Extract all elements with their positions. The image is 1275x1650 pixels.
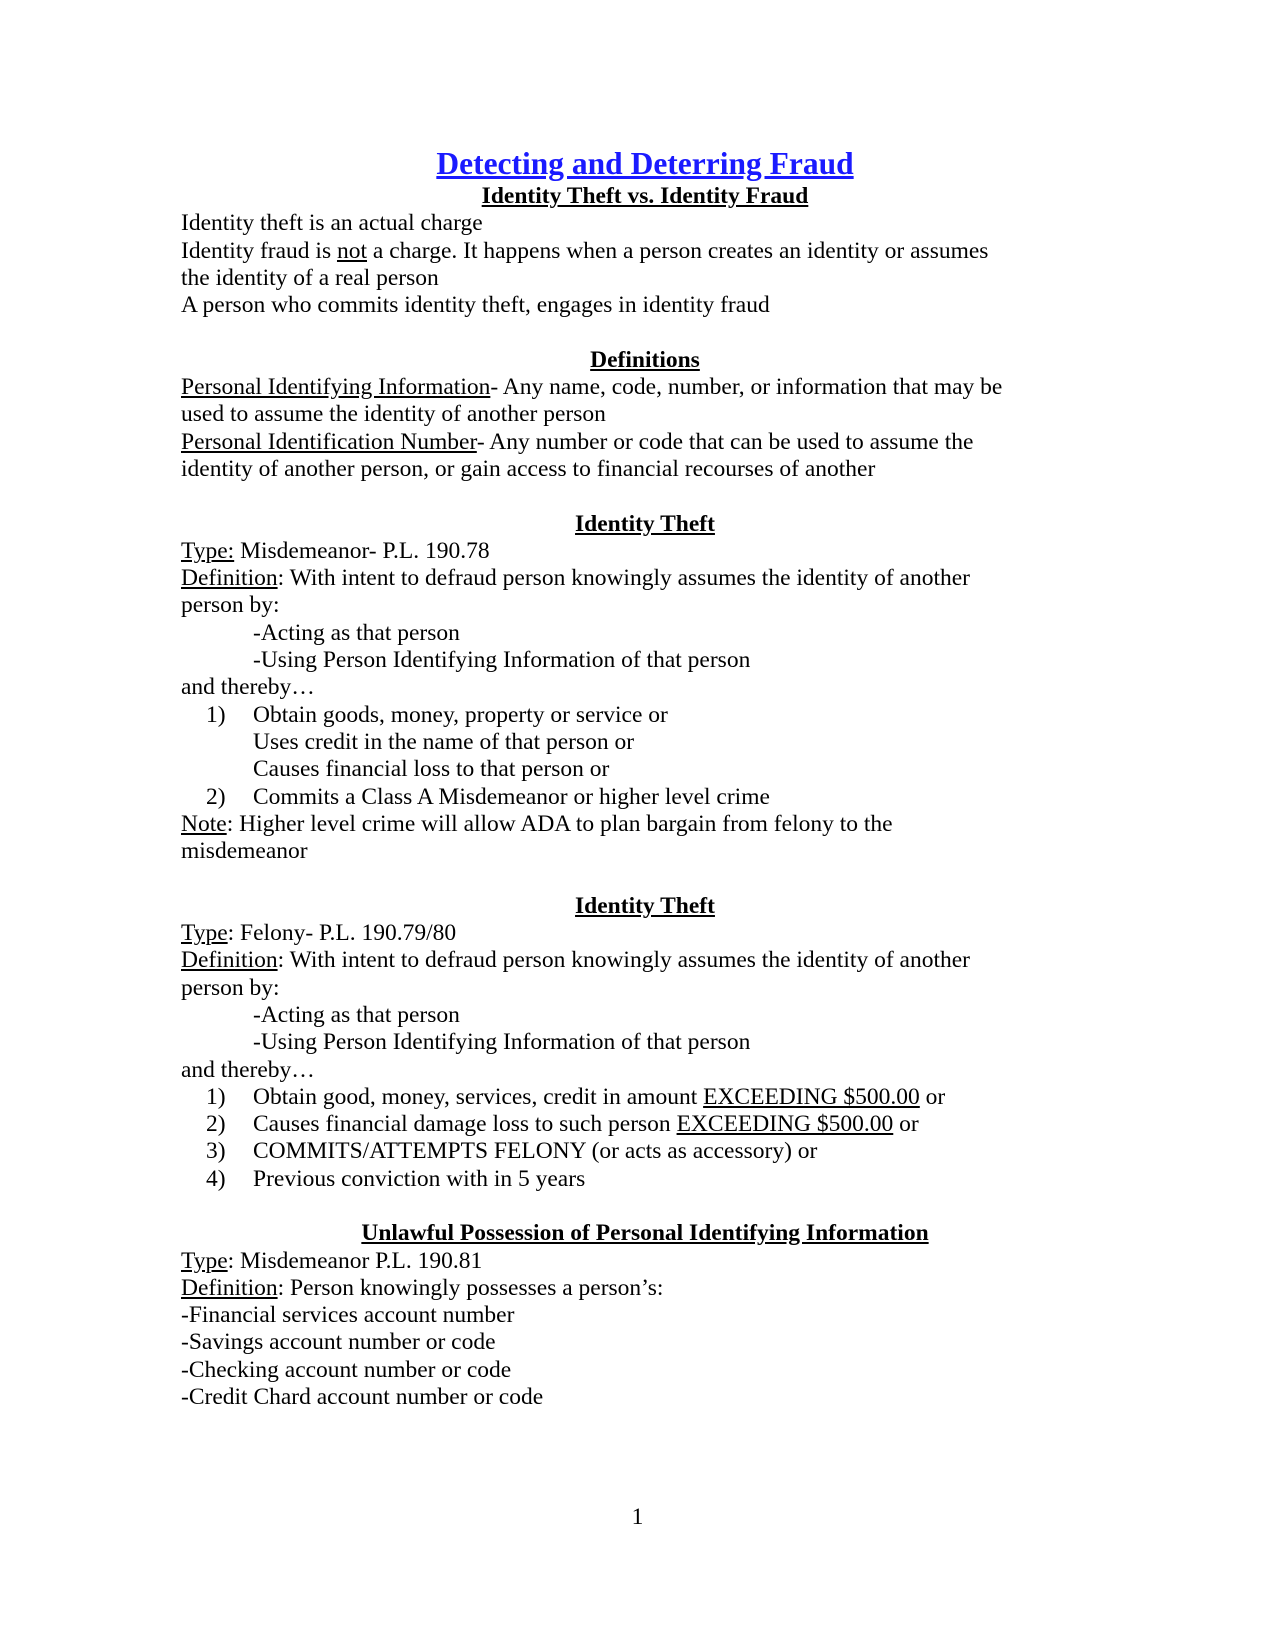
intro-line [181,238,1051,265]
note-line [181,811,1051,838]
list-text: Commits a Class A Misdemeanor or higher level crime [253,783,770,810]
list-continuation: Causes financial loss to that person or [253,756,610,783]
definition-label: Definition [181,1274,278,1301]
note-label: Note [181,810,227,837]
bullet-line: -Acting as that person [253,1001,460,1028]
bullet-line: -Acting as that person [253,619,460,646]
intro-text: Identity fraud is [181,237,337,264]
spacer [181,1193,1051,1220]
page-number: 1 [631,1504,644,1530]
identity-theft-felony-section [181,893,1051,1193]
document-title[interactable]: Detecting and Deterring Fraud [436,146,854,181]
intro-section [181,210,1051,319]
document-subtitle: Identity Theft vs. Identity Fraud [481,183,809,209]
definitions-section [181,347,1051,483]
document-body [181,145,1051,1411]
list-number: 2) [206,1111,226,1138]
unlawful-possession-section [181,1220,1051,1411]
list-text: COMMITS/ATTEMPTS FELONY (or acts as accessory) or [253,1138,818,1165]
list-item [181,1166,1051,1193]
type-line [181,920,1051,947]
note-line: misdemeanor [181,838,308,865]
definition-line: identity of another person, or gain access to financial recourses of another [181,455,876,482]
spacer [181,319,1051,346]
list-text [253,1084,945,1111]
definition-line [181,1275,1051,1302]
list-text: Obtain goods, money, property or service or [253,701,668,728]
list-item: -Credit Chard account number or code [181,1384,544,1411]
intro-line: Identity theft is an actual charge [181,210,483,237]
definition-line: person by: [181,592,280,619]
list-item [181,1111,1051,1138]
identity-theft-misdemeanor-section [181,511,1051,866]
list-text-part: Causes financial damage loss to such person [253,1111,677,1138]
section-heading: Identity Theft [575,892,715,919]
spacer [181,865,1051,892]
definition-term: Personal Identifying Information [181,374,491,401]
definition-text: - Any name, code, number, or information that may be [490,374,1003,401]
amount-emphasis: EXCEEDING $500.00 [676,1111,894,1138]
list-item [181,784,1051,811]
definition-line [181,947,1051,974]
definition-line [181,565,1051,592]
list-item [181,702,1051,729]
list-continuation: Uses credit in the name of that person or [253,728,635,755]
definition-label: Definition [181,565,278,592]
list-text-part: or [893,1111,919,1138]
list-number: 1) [206,1083,226,1110]
definition-line [181,429,1051,456]
list-number: 1) [206,701,226,728]
type-value: : Misdemeanor P.L. 190.81 [227,1247,483,1274]
bullet-line: -Using Person Identifying Information of that person [253,647,751,674]
definition-line: used to assume the identity of another person [181,401,606,428]
list-text-part: Obtain good, money, services, credit in amount [253,1083,704,1110]
intro-text: a charge. It happens when a person creates an identity or assumes [367,237,989,264]
list-item: -Checking account number or code [181,1356,512,1383]
thereby-line: and thereby… [181,674,315,701]
definition-term: Personal Identification Number [181,428,477,455]
list-item: -Financial services account number [181,1302,515,1329]
type-line [181,538,1051,565]
spacer [181,483,1051,510]
section-heading: Identity Theft [575,510,715,537]
list-number: 4) [206,1165,226,1192]
list-text [253,1111,919,1138]
type-value: : Felony- P.L. 190.79/80 [227,920,457,947]
definition-line [181,374,1051,401]
thereby-line: and thereby… [181,1056,315,1083]
amount-emphasis: EXCEEDING $500.00 [703,1083,920,1110]
list-item [181,1084,1051,1111]
list-text-part: or [919,1083,946,1110]
type-label: Type [181,920,228,947]
note-text: : Higher level crime will allow ADA to plan bargain from felony to the [226,810,893,837]
definition-line: person by: [181,974,280,1001]
bullet-line: -Using Person Identifying Information of that person [253,1029,751,1056]
type-value: Misdemeanor- P.L. 190.78 [234,537,490,564]
type-line [181,1248,1051,1275]
definition-text: : With intent to defraud person knowingly assumes the identity of another [277,565,970,592]
intro-line: the identity of a real person [181,264,439,291]
intro-line: A person who commits identity theft, engages in identity fraud [181,292,770,319]
definition-text: - Any number or code that can be used to assume the [476,428,974,455]
list-number: 3) [206,1138,226,1165]
section-heading: Definitions [590,346,700,373]
definition-text: : Person knowingly possesses a person’s: [277,1274,664,1301]
type-label: Type: [181,537,235,564]
list-item [181,1138,1051,1165]
intro-emphasis: not [336,237,368,264]
list-number: 2) [206,783,226,810]
list-item: -Savings account number or code [181,1329,496,1356]
definition-label: Definition [181,947,278,974]
type-label: Type [181,1247,228,1274]
list-text: Previous conviction with in 5 years [253,1165,586,1192]
section-heading: Unlawful Possession of Personal Identifying Information [361,1220,929,1247]
definition-text: : With intent to defraud person knowingly assumes the identity of another [277,947,970,974]
